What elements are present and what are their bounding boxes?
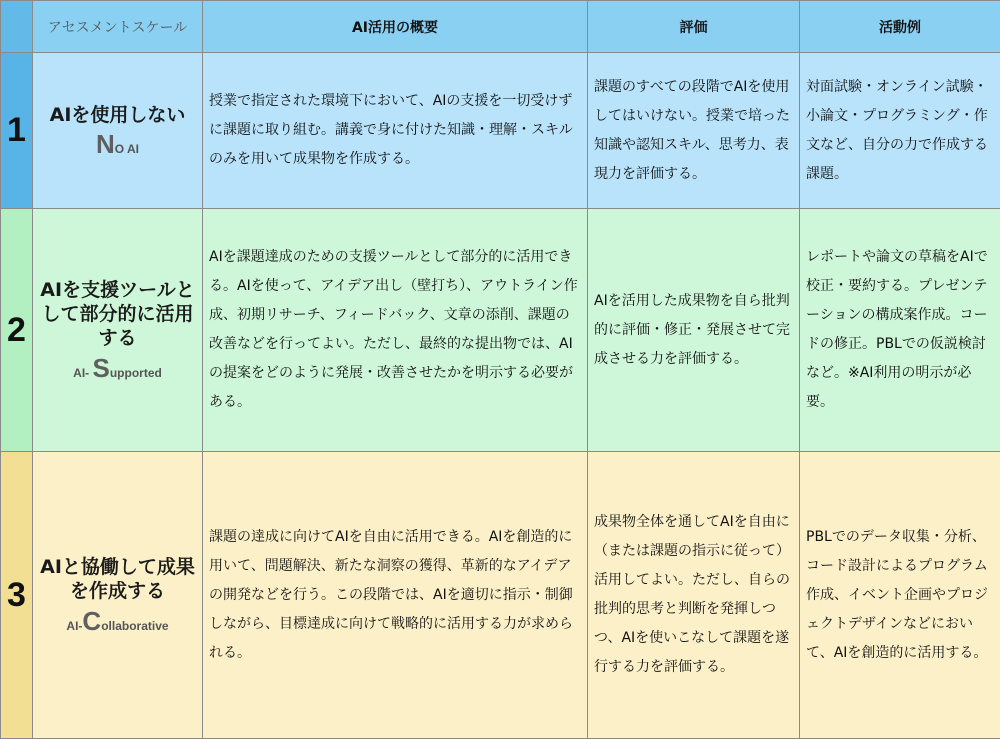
header-examples: 活動例 <box>800 1 1000 53</box>
scale-title: AIを支援ツールとして部分的に活用する <box>39 279 196 350</box>
scale-en-prefix: AI- <box>66 619 82 633</box>
scale-en-rest: ollaborative <box>101 619 168 633</box>
scale-cell <box>33 452 203 739</box>
scale-english-label <box>39 131 196 157</box>
table-row <box>1 452 1000 739</box>
scale-cell <box>33 209 203 452</box>
header-row <box>1 1 1000 53</box>
scale-title: AIと協働して成果を作成する <box>39 556 196 604</box>
scale-title: AIを使用しない <box>39 104 196 128</box>
evaluation-cell: AIを活用した成果物を自ら批判的に評価・修正・発展させて完成させる力を評価する。 <box>588 209 800 452</box>
scale-en-prefix: AI- <box>73 366 92 380</box>
table-row <box>1 53 1000 209</box>
scale-en-initial: C <box>82 606 101 636</box>
scale-english-label <box>39 355 196 381</box>
overview-cell: 課題の達成に向けてAIを自由に活用できる。AIを創造的に用いて、問題解決、新たな洞察の獲得、革新的なアイデアの開発などを行う。この段階では、AIを適切に指示・制御しながら、目標達成に向けて戦略的に活用する力が求められる。 <box>203 452 588 739</box>
header-num <box>1 1 33 53</box>
examples-cell: PBLでのデータ収集・分析、コード設計によるプログラム作成、イベント企画やプロジェクトデザインなどにおいて、AIを創造的に活用する。 <box>800 452 1000 739</box>
overview-cell: AIを課題達成のための支援ツールとして部分的に活用できる。AIを使って、アイデア出し（壁打ち）、アウトライン作成、初期リサーチ、フィードバック、文章の添削、課題の改善などを行ってよい。ただし、最終的な提出物では、AIの提案をどのように発展・改善させたかを明示する必要がある。 <box>203 209 588 452</box>
table-row <box>1 209 1000 452</box>
scale-en-initial: N <box>96 129 115 159</box>
level-number: 3 <box>1 452 33 739</box>
header-scale: アセスメントスケール <box>33 1 203 53</box>
examples-cell: レポートや論文の草稿をAIで校正・要約する。プレゼンテーションの構成案作成。コードの修正。PBLでの仮説検討など。※AI利用の明示が必要。 <box>800 209 1000 452</box>
scale-en-rest: upported <box>110 366 162 380</box>
level-number: 2 <box>1 209 33 452</box>
header-overview: AI活用の概要 <box>203 1 588 53</box>
scale-en-rest: O AI <box>115 142 139 156</box>
scale-cell <box>33 53 203 209</box>
evaluation-cell: 課題のすべての段階でAIを使用してはいけない。授業で培った知識や認知スキル、思考力、表現力を評価する。 <box>588 53 800 209</box>
overview-cell: 授業で指定された環境下において、AIの支援を一切受けずに課題に取り組む。講義で身に付けた知識・理解・スキルのみを用いて成果物を作成する。 <box>203 53 588 209</box>
level-number: 1 <box>1 53 33 209</box>
scale-en-initial: S <box>93 353 110 383</box>
header-evaluation: 評価 <box>588 1 800 53</box>
evaluation-cell: 成果物全体を通してAIを自由に（または課題の指示に従って）活用してよい。ただし、自らの批判的思考と判断を発揮しつつ、AIを使いこなして課題を遂行する力を評価する。 <box>588 452 800 739</box>
examples-cell: 対面試験・オンライン試験・小論文・プログラミング・作文など、自分の力で作成する課題。 <box>800 53 1000 209</box>
scale-english-label <box>39 608 196 634</box>
